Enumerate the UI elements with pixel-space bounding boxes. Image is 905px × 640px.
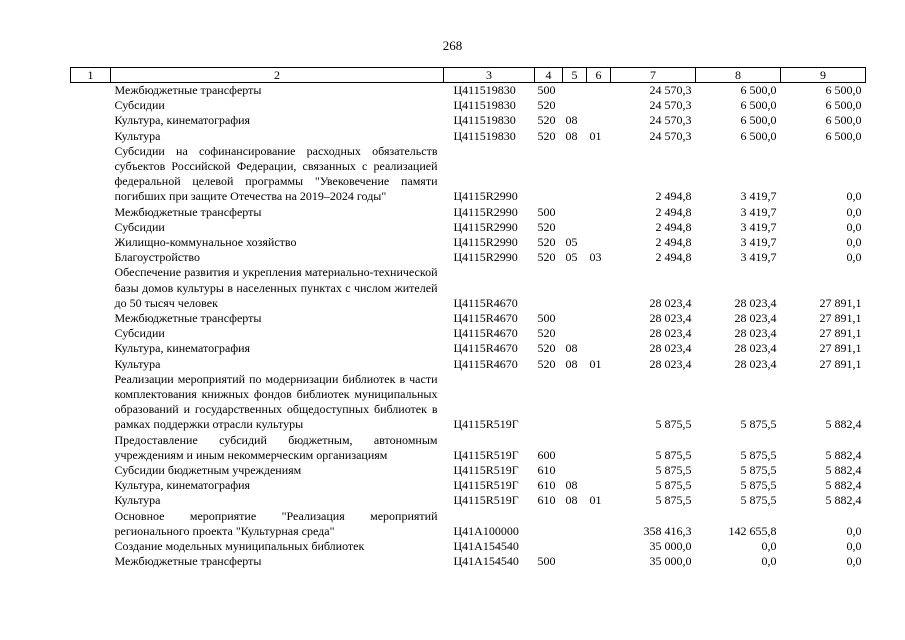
row-value-col9: 27 891,1 [819,326,862,341]
table-row [71,220,866,235]
row-value-col9: 6 500,0 [825,83,862,97]
row-section: 08 [565,113,578,128]
row-expense-type [535,144,563,205]
row-section [563,433,587,463]
row-value-col8: 5 875,5 [740,447,777,462]
table-cell-index [71,509,111,539]
table-row [71,554,866,569]
column-header: 3 [444,68,535,83]
row-name: Субсидии [114,98,165,113]
row-code: Ц4115R2990 [453,219,518,234]
row-code: Ц4115R4670 [453,356,518,371]
row-expense-type: 520 [537,326,556,341]
table-cell-index [71,235,111,250]
row-section [563,144,587,205]
row-expense-type: 520 [537,219,556,234]
row-value-col7: 24 570,3 [649,83,692,97]
row-subsection [587,265,611,311]
row-value-col9: 5 882,4 [825,493,862,508]
row-expense-type: 520 [537,113,556,128]
row-value-col9: 0,0 [846,189,862,204]
row-value-col7: 5 875,5 [655,493,692,508]
row-value-col8: 6 500,0 [740,98,777,113]
row-subsection [587,311,611,326]
row-value-col7: 28 023,4 [649,326,692,341]
row-code: Ц4115R4670 [453,295,518,310]
row-subsection [587,98,611,113]
table-cell-index [71,220,111,235]
row-name: Межбюджетные трансферты [114,311,262,326]
table-cell-index [71,463,111,478]
row-subsection [587,539,611,554]
row-subsection [587,220,611,235]
table-row [71,341,866,356]
row-value-col7: 24 570,3 [649,128,692,143]
row-name: Межбюджетные трансферты [114,83,262,97]
row-section [563,220,587,235]
row-name: Культура, кинематография [114,113,251,128]
row-expense-type: 520 [537,128,556,143]
row-section: 08 [565,128,578,143]
table-cell-index [71,113,111,128]
row-name: Субсидии [114,219,165,234]
column-header: 5 [563,68,587,83]
row-subsection: 03 [589,250,602,265]
table-row [71,509,866,539]
column-header: 2 [111,68,444,83]
row-code: Ц4115R519Г [453,493,519,508]
row-section [563,311,587,326]
table-row [71,250,866,265]
row-value-col9: 0,0 [846,235,862,250]
row-value-col9: 0,0 [846,523,862,538]
row-value-col7: 35 000,0 [649,554,692,569]
row-value-col9: 5 882,4 [825,447,862,462]
row-value-col7: 24 570,3 [649,98,692,113]
column-header: 9 [781,68,866,83]
row-value-col8: 28 023,4 [734,341,777,356]
row-code: Ц411519830 [453,83,516,97]
table-cell-index [71,326,111,341]
row-section [563,83,587,99]
row-value-col7: 28 023,4 [649,356,692,371]
row-value-col9: 6 500,0 [825,128,862,143]
budget-table [70,67,866,570]
table-cell-index [71,357,111,372]
row-code: Ц41А100000 [453,523,519,538]
row-section: 05 [565,250,578,265]
row-expense-type: 600 [537,447,556,462]
row-value-col8: 0,0 [761,539,777,554]
row-subsection: 01 [589,128,602,143]
row-value-col9: 27 891,1 [819,341,862,356]
row-code: Ц4115R2990 [453,235,518,250]
table-row [71,433,866,463]
row-subsection [587,509,611,539]
row-value-col8: 28 023,4 [734,326,777,341]
row-section [563,205,587,220]
table-row [71,129,866,144]
row-section [563,463,587,478]
row-value-col9: 27 891,1 [819,295,862,310]
row-name: Культура [114,356,161,371]
row-section: 05 [565,235,578,250]
row-section [563,554,587,569]
row-value-col7: 24 570,3 [649,113,692,128]
row-code: Ц4115R2990 [453,189,518,204]
row-name: Субсидии на софинансирование расходных обязательств субъектов Российской Федерации, связанных с реализацией федеральной целевой программы "Увековечение памяти погибших при защите Отечества на 2019–2024 годы" [114,143,438,204]
row-code: Ц411519830 [453,128,516,143]
table-cell-index [71,265,111,311]
row-section [563,326,587,341]
row-name: Субсидии [114,326,165,341]
row-code: Ц4115R519Г [453,447,519,462]
row-subsection [587,554,611,569]
row-value-col7: 5 875,5 [655,463,692,478]
row-expense-type: 500 [537,83,556,97]
table-row [71,493,866,508]
row-section: 08 [565,493,578,508]
row-name: Межбюджетные трансферты [114,204,262,219]
table-row [71,144,866,205]
row-name: Культура, кинематография [114,341,251,356]
row-name: Культура, кинематография [114,478,251,493]
row-value-col8: 0,0 [761,554,777,569]
row-code: Ц41А154540 [453,554,519,569]
table-cell-index [71,539,111,554]
row-value-col8: 142 655,8 [728,523,777,538]
row-value-col9: 5 882,4 [825,417,862,432]
column-header: 7 [611,68,696,83]
page-number: 268 [442,38,463,53]
table-cell-index [71,372,111,433]
row-code: Ц4115R519Г [453,478,519,493]
row-value-col9: 27 891,1 [819,356,862,371]
table-row [71,326,866,341]
row-value-col8: 3 419,7 [740,250,777,265]
row-name: Межбюджетные трансферты [114,554,262,569]
row-code: Ц4115R4670 [453,341,518,356]
row-value-col7: 5 875,5 [655,447,692,462]
row-name: Реализации мероприятий по модернизации библиотек в части комплектования книжных фондов библиотек муниципальных образований и государственных общедоступных библиотек в рамках поддержки отрасли культуры [114,371,438,432]
row-value-col9: 5 882,4 [825,478,862,493]
column-header: 6 [587,68,611,83]
row-section [563,372,587,433]
table-row [71,83,866,99]
row-value-col9: 27 891,1 [819,311,862,326]
row-section [563,98,587,113]
row-value-col7: 358 416,3 [643,523,692,538]
row-section: 08 [565,341,578,356]
row-name: Культура [114,493,161,508]
table-cell-index [71,98,111,113]
row-value-col8: 3 419,7 [740,235,777,250]
row-expense-type: 500 [537,311,556,326]
table-cell-index [71,144,111,205]
row-value-col8: 3 419,7 [740,204,777,219]
table-row [71,311,866,326]
table-cell-index [71,205,111,220]
row-expense-type: 610 [537,463,556,478]
row-code: Ц4115R519Г [453,463,519,478]
row-value-col7: 28 023,4 [649,311,692,326]
table-cell-index [71,341,111,356]
row-expense-type: 520 [537,235,556,250]
row-expense-type: 520 [537,250,556,265]
table-row [71,539,866,554]
row-section: 08 [565,478,578,493]
row-value-col7: 35 000,0 [649,539,692,554]
row-code: Ц4115R2990 [453,250,518,265]
row-value-col9: 5 882,4 [825,463,862,478]
row-code: Ц411519830 [453,98,516,113]
row-value-col8: 6 500,0 [740,83,777,97]
row-value-col8: 5 875,5 [740,417,777,432]
row-value-col8: 6 500,0 [740,128,777,143]
row-subsection [587,83,611,99]
row-subsection [587,341,611,356]
row-expense-type: 610 [537,478,556,493]
row-value-col8: 5 875,5 [740,478,777,493]
table-row [71,113,866,128]
row-expense-type: 520 [537,341,556,356]
row-subsection [587,113,611,128]
row-value-col8: 3 419,7 [740,219,777,234]
row-value-col9: 6 500,0 [825,113,862,128]
row-name: Основное мероприятие "Реализация мероприятий регионального проекта "Культурная среда" [114,508,438,538]
table-cell-index [71,433,111,463]
row-code: Ц4115R4670 [453,311,518,326]
row-code: Ц4115R2990 [453,204,518,219]
column-header: 8 [696,68,781,83]
row-value-col7: 28 023,4 [649,295,692,310]
row-expense-type: 610 [537,493,556,508]
row-value-col7: 2 494,8 [655,189,692,204]
row-section: 08 [565,356,578,371]
row-expense-type: 500 [537,204,556,219]
row-value-col8: 5 875,5 [740,463,777,478]
row-value-col9: 6 500,0 [825,98,862,113]
row-value-col8: 28 023,4 [734,311,777,326]
row-value-col8: 5 875,5 [740,493,777,508]
table-row [71,357,866,372]
row-value-col7: 2 494,8 [655,235,692,250]
row-value-col9: 0,0 [846,250,862,265]
table-cell-index [71,311,111,326]
row-value-col8: 28 023,4 [734,356,777,371]
row-expense-type [535,539,563,554]
row-value-col8: 6 500,0 [740,113,777,128]
row-name: Предоставление субсидий бюджетным, автономным учреждениям и иным некоммерческим организациям [114,432,438,462]
row-subsection [587,144,611,205]
table-row [71,235,866,250]
row-code: Ц411519830 [453,113,516,128]
row-code: Ц4115R519Г [453,417,519,432]
column-header: 1 [71,68,111,83]
row-subsection [587,205,611,220]
row-expense-type [535,509,563,539]
row-subsection [587,235,611,250]
row-value-col7: 5 875,5 [655,417,692,432]
row-value-col8: 3 419,7 [740,189,777,204]
column-number-header-row [71,68,866,83]
row-name: Жилищно-коммунальное хозяйство [114,235,297,250]
table-row [71,265,866,311]
row-subsection: 01 [589,356,602,371]
row-code: Ц41А154540 [453,539,519,554]
table-row [71,372,866,433]
row-subsection [587,372,611,433]
table-cell-index [71,129,111,144]
row-subsection [587,433,611,463]
row-expense-type: 500 [537,554,556,569]
column-header: 4 [535,68,563,83]
table-cell-index [71,83,111,99]
row-subsection [587,478,611,493]
row-expense-type: 520 [537,98,556,113]
row-value-col7: 5 875,5 [655,478,692,493]
row-name: Обеспечение развития и укрепления материально-технической базы домов культуры в населенных пунктах с числом жителей до 50 тысяч человек [114,265,438,310]
table-row [71,463,866,478]
table-cell-index [71,478,111,493]
row-section [563,265,587,311]
row-value-col7: 2 494,8 [655,204,692,219]
row-value-col9: 0,0 [846,554,862,569]
table-row [71,478,866,493]
row-name: Создание модельных муниципальных библиотек [114,539,365,554]
row-expense-type: 520 [537,356,556,371]
table-row [71,98,866,113]
row-subsection [587,326,611,341]
table-cell-index [71,554,111,569]
row-section [563,509,587,539]
row-name: Культура [114,128,161,143]
row-value-col8: 28 023,4 [734,295,777,310]
row-subsection [587,463,611,478]
row-code: Ц4115R4670 [453,326,518,341]
row-expense-type [535,372,563,433]
row-expense-type [535,265,563,311]
table-cell-index [71,493,111,508]
row-value-col7: 2 494,8 [655,250,692,265]
row-value-col9: 0,0 [846,219,862,234]
row-section [563,539,587,554]
row-subsection: 01 [589,493,602,508]
row-value-col9: 0,0 [846,204,862,219]
row-name: Благоустройство [114,250,201,265]
row-value-col9: 0,0 [846,539,862,554]
table-body [71,83,866,570]
row-value-col7: 28 023,4 [649,341,692,356]
row-value-col7: 2 494,8 [655,219,692,234]
row-name: Субсидии бюджетным учреждениям [114,463,302,478]
table-row [71,205,866,220]
table-cell-index [71,250,111,265]
